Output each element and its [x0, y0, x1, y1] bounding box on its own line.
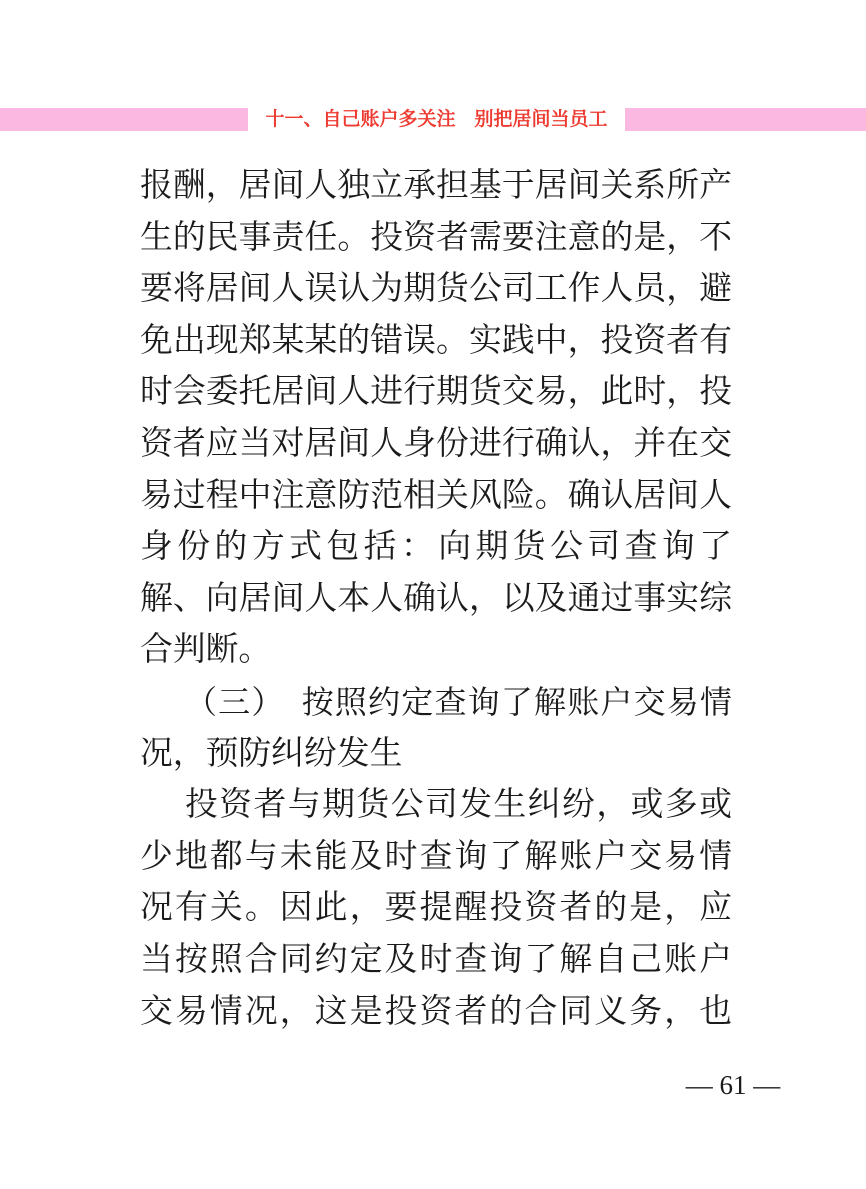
text-line: 合判断。	[140, 632, 272, 669]
section-heading: 况，预防纠纷发生	[140, 735, 403, 772]
chapter-header-title: 十一、自己账户多关注 别把居间当员工	[265, 109, 608, 130]
text-line: 要将居间人误认为期货公司工作人员，避	[140, 271, 732, 308]
text-line: 况有关。因此，要提醒投资者的是，应	[140, 890, 732, 927]
text-line: 时会委托居间人进行期货交易，此时，投	[140, 374, 732, 411]
header-decoration-bar-right	[625, 108, 866, 131]
text-line: 易过程中注意防范相关风险。确认居间人	[140, 477, 732, 514]
text-line: 投资者与期货公司发生纠纷，或多或	[185, 787, 732, 824]
header-decoration-bar-left	[0, 108, 248, 131]
text-line: 资者应当对居间人身份进行确认，并在交	[140, 425, 732, 462]
text-line: 少地都与未能及时查询了解账户交易情	[140, 838, 732, 875]
text-line: 当按照合同约定及时查询了解自己账户	[140, 941, 732, 978]
text-line: 报酬，居间人独立承担基于居间关系所产	[140, 168, 732, 204]
text-line: 免出现郑某某的错误。实践中，投资者有	[140, 322, 732, 359]
text-line: 生的民事责任。投资者需要注意的是，不	[140, 219, 732, 256]
page-number: — 61 —	[685, 1070, 781, 1100]
section-heading: （三） 按照约定查询了解账户交易情	[185, 683, 732, 720]
text-line: 解、向居间人本人确认，以及通过事实综	[140, 580, 732, 617]
body-text-block	[140, 161, 732, 1038]
text-line: 交易情况，这是投资者的合同义务，也	[140, 993, 732, 1030]
text-line: 身份的方式包括：向期货公司查询了	[140, 529, 732, 566]
